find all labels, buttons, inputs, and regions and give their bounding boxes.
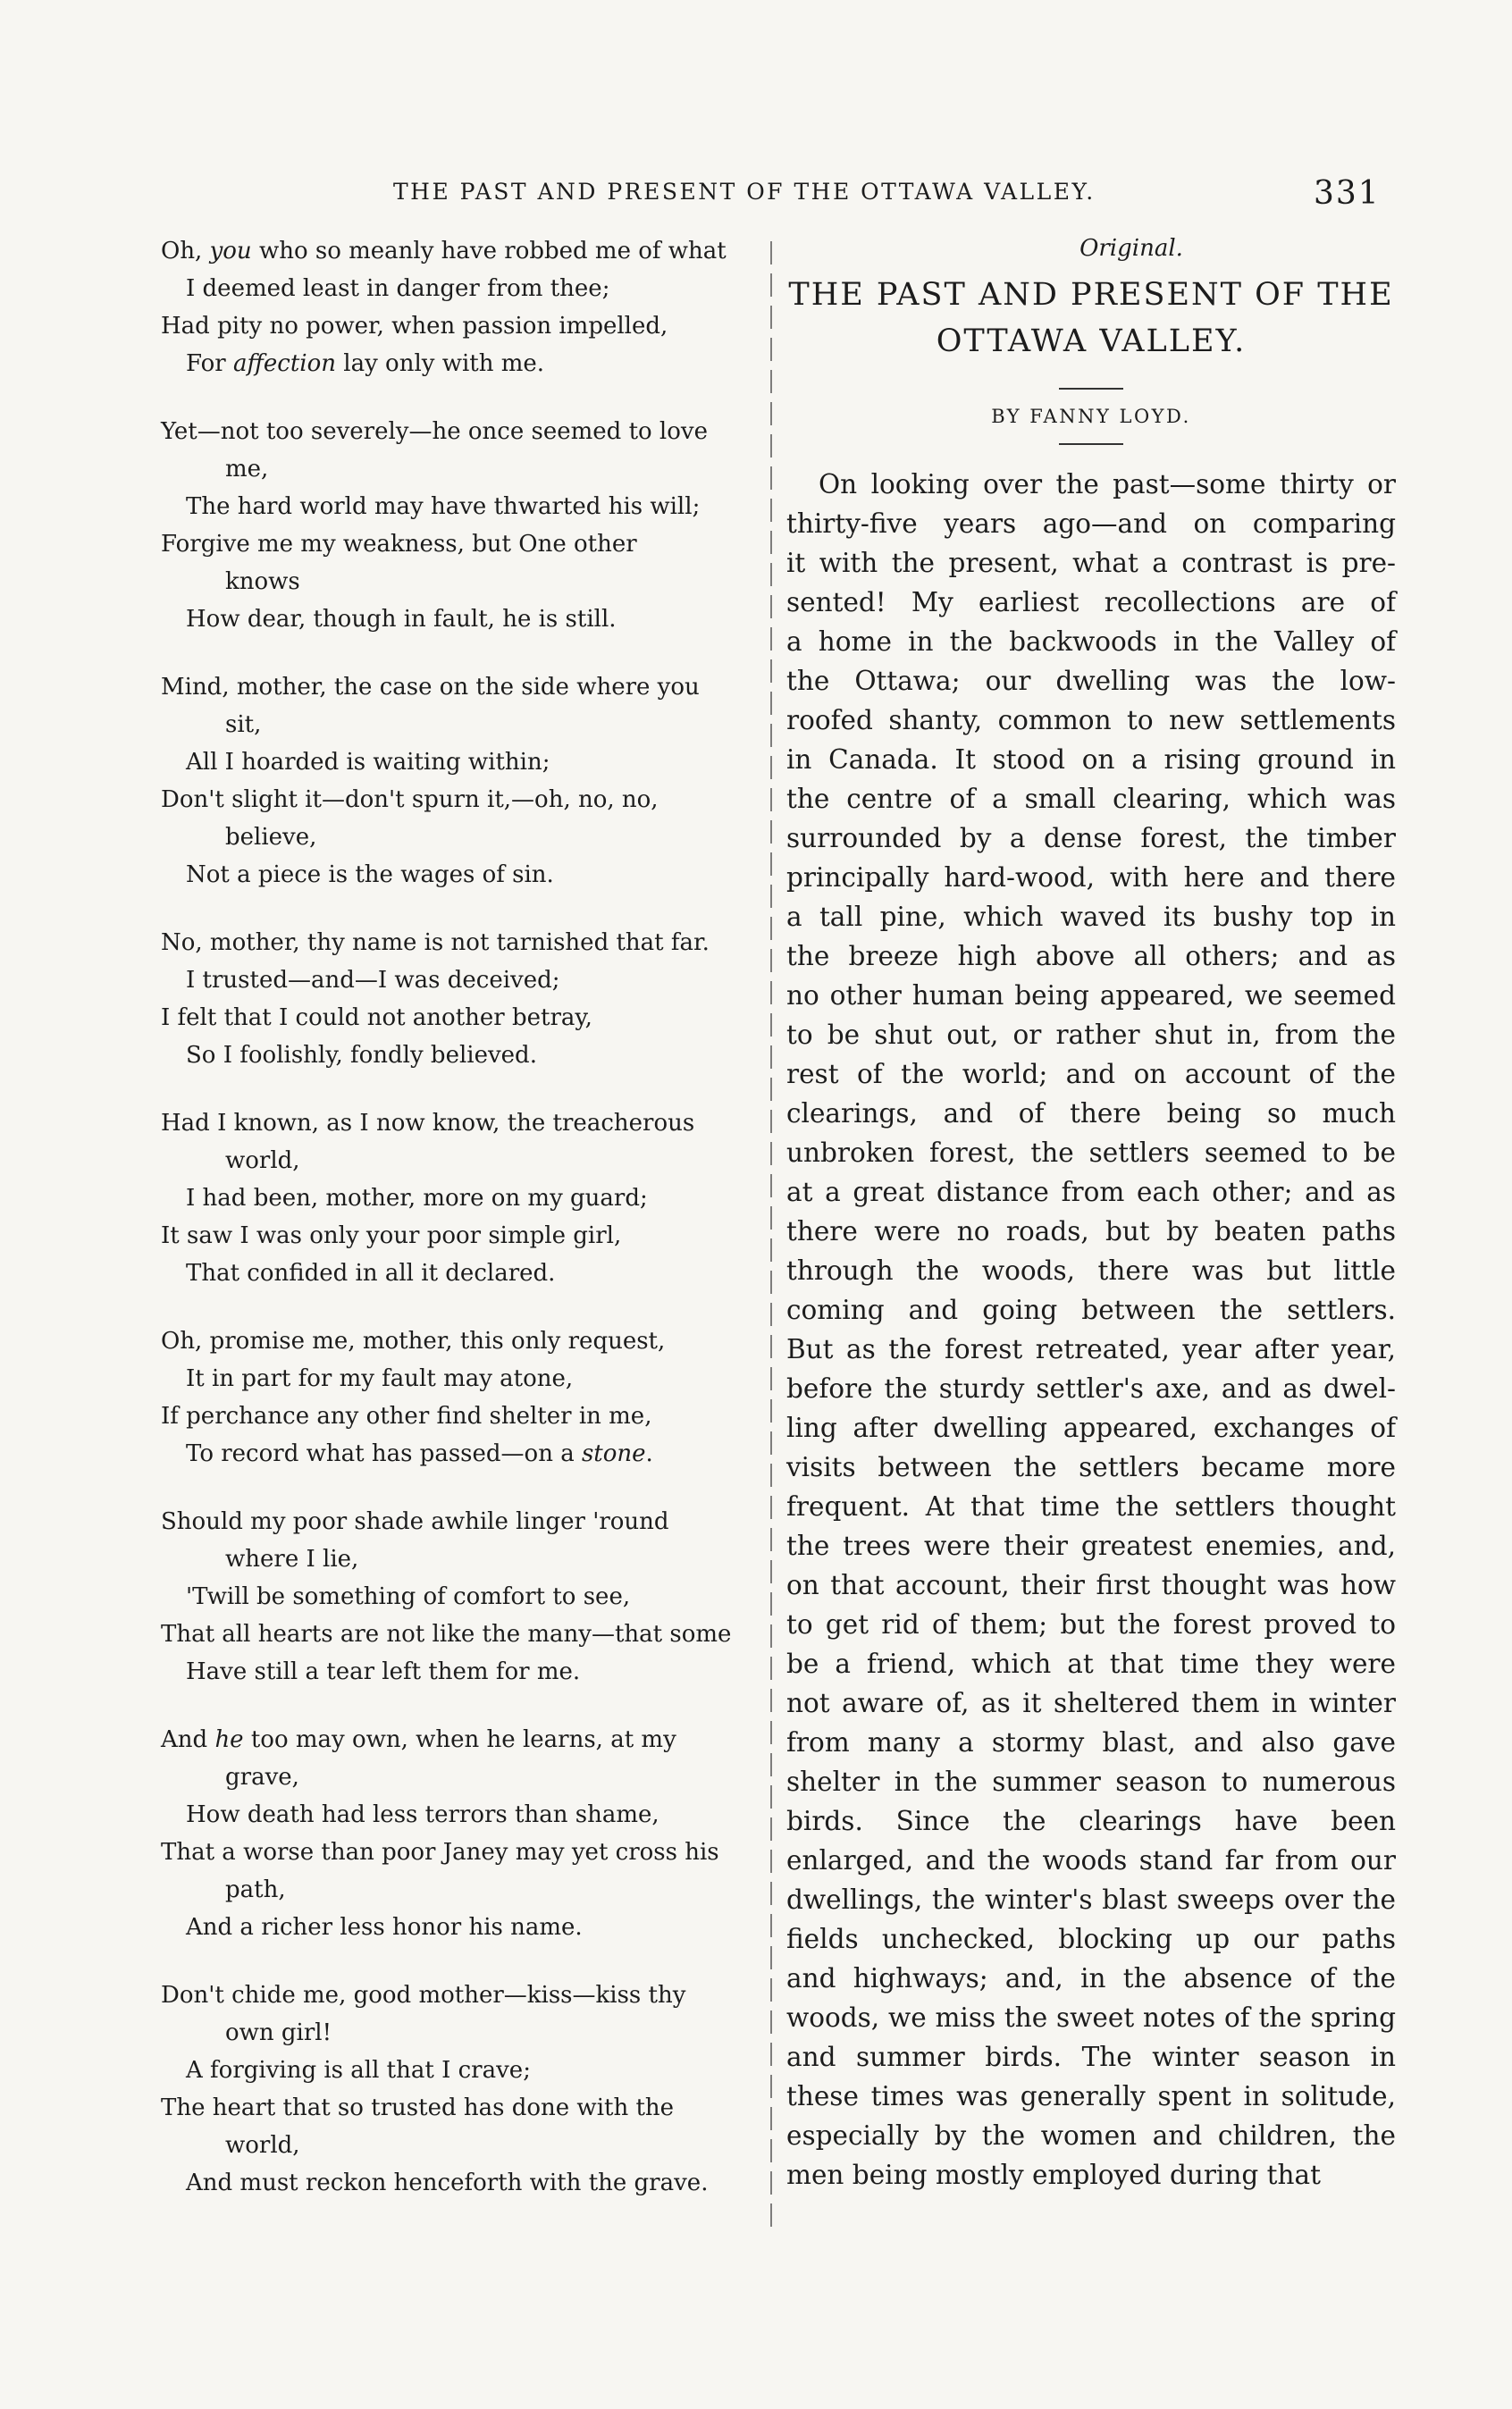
poem-line: Yet—not too severely—he once seemed to love	[161, 418, 708, 445]
article-body-line: ling after dwelling appeared, exchanges of	[786, 1413, 1396, 1443]
article-body-line: a home in the backwoods in the Valley of	[786, 626, 1396, 657]
poem-line: And he too may own, when he learns, at my	[161, 1726, 676, 1753]
poem-line: I trusted—and—I was deceived;	[186, 967, 560, 994]
poem-line: I had been, mother, more on my guard;	[186, 1185, 648, 1212]
poem-stanza	[161, 1104, 755, 1292]
poem-line: Forgive me my weakness, but One other	[161, 531, 637, 558]
article-body-line: men being mostly employed during that	[786, 2160, 1321, 2190]
article-body-line: enlarged, and the woods stand far from our	[786, 1845, 1396, 1876]
article-body-line: at a great distance from each other; and as	[786, 1177, 1396, 1207]
article-body-line: the Ottawa; our dwelling was the low-	[786, 666, 1396, 696]
article-body-line: thirty-five years ago—and on comparing	[786, 508, 1396, 539]
poem-line: Don't chide me, good mother—kiss—kiss thy	[161, 1982, 686, 2009]
article-body-line: But as the forest retreated, year after year,	[786, 1334, 1396, 1364]
article-body-line: dwellings, the winter's blast sweeps over the	[786, 1884, 1396, 1915]
poem-line: Don't slight it—don't spurn it,—oh, no, no,	[161, 786, 659, 813]
article-body-line: principally hard-wood, with here and there	[786, 862, 1396, 893]
poem-line: For affection lay only with me.	[186, 350, 545, 377]
article-body-line: a tall pine, which waved its bushy top in	[786, 902, 1396, 932]
article-body-line: visits between the settlers became more	[786, 1452, 1396, 1482]
poem-line: So I foolishly, fondly believed.	[186, 1042, 537, 1069]
poem-line: That confided in all it declared.	[186, 1260, 556, 1287]
article-body-line: through the woods, there was but little	[786, 1255, 1396, 1286]
article-body-line: to be shut out, or rather shut in, from the	[786, 1020, 1396, 1050]
poem-line: How dear, though in fault, he is still.	[186, 606, 617, 633]
article-body-line: be a friend, which at that time they were	[786, 1649, 1396, 1679]
byline-rule	[1059, 443, 1123, 445]
article-body-line: clearings, and of there being so much	[786, 1098, 1396, 1129]
poem-line: where I lie,	[225, 1546, 359, 1573]
poem-line: It saw I was only your poor simple girl,	[161, 1222, 622, 1249]
poem-line: Had I known, as I now know, the treacherous	[161, 1110, 695, 1137]
article-body-line: woods, we miss the sweet notes of the spring	[786, 2002, 1396, 2033]
article-body-line: these times was generally spent in solitude,	[786, 2081, 1396, 2111]
poem-line: I deemed least in danger from thee;	[186, 275, 610, 302]
article-body-line: before the sturdy settler's axe, and as dwel-	[786, 1373, 1396, 1404]
article-title-line-2: OTTAWA VALLEY.	[936, 323, 1247, 359]
article-body-line: the breeze high above all others; and as	[786, 941, 1396, 971]
poem-line: Should my poor shade awhile linger 'round	[161, 1508, 669, 1535]
page-number: 331	[1314, 175, 1381, 212]
title-rule	[1059, 388, 1123, 390]
article-body-line: especially by the women and children, the	[786, 2120, 1396, 2151]
poem-stanza	[161, 1721, 755, 1946]
poem-line: I felt that I could not another betray,	[161, 1004, 592, 1031]
poem-line: 'Twill be something of comfort to see,	[186, 1583, 631, 1610]
article-body-line: from many a stormy blast, and also gave	[786, 1727, 1396, 1758]
poem-line: And must reckon henceforth with the grave.	[186, 2170, 709, 2196]
article-body-line: On looking over the past—some thirty or	[819, 469, 1396, 499]
poem-line: How death had less terrors than shame,	[186, 1801, 659, 1828]
article-body-line: and highways; and, in the absence of the	[786, 1963, 1396, 1994]
byline: BY FANNY LOYD.	[991, 406, 1191, 427]
original-label: Original.	[1079, 235, 1183, 262]
article-body-line: there were no roads, but by beaten paths	[786, 1216, 1396, 1246]
poem-line: The heart that so trusted has done with the	[161, 2094, 675, 2121]
page-header	[0, 175, 1512, 220]
poem-line: To record what has passed—on a stone.	[186, 1440, 653, 1467]
article-body-line: no other human being appeared, we seemed	[786, 980, 1396, 1011]
article-body-line: sented! My earliest recollections are of	[786, 587, 1396, 617]
article-title	[786, 272, 1396, 365]
poem-line: sit,	[225, 711, 262, 738]
poem-line: grave,	[225, 1764, 299, 1791]
poem-line: own girl!	[225, 2019, 332, 2046]
article-body-line: rest of the world; and on account of the	[786, 1059, 1396, 1089]
poem-line: And a richer less honor his name.	[186, 1914, 583, 1941]
article-body-line: not aware of, as it sheltered them in winter	[786, 1688, 1396, 1718]
poem-column	[161, 232, 755, 2232]
article-body-line: the trees were their greatest enemies, and,	[786, 1531, 1396, 1561]
poem-stanza	[161, 924, 755, 1074]
poem-line: me,	[225, 456, 269, 483]
article-body-line: the centre of a small clearing, which was	[786, 784, 1396, 814]
article-body-line: on that account, their first thought was how	[786, 1570, 1396, 1600]
article-body-line: shelter in the summer season to numerous	[786, 1767, 1396, 1797]
poem-line: If perchance any other find shelter in me,	[161, 1403, 652, 1430]
poem-line: Oh, you who so meanly have robbed me of what	[161, 238, 727, 264]
poem-line: No, mother, thy name is not tarnished that far.	[161, 929, 710, 956]
poem-line: Had pity no power, when passion impelled,	[161, 313, 668, 340]
poem-line: The hard world may have thwarted his will;	[186, 493, 701, 520]
poem-line: That a worse than poor Janey may yet cross his	[161, 1839, 719, 1866]
poem-line: Mind, mother, the case on the side where you	[161, 674, 700, 701]
poem-line: Oh, promise me, mother, this only request,	[161, 1328, 666, 1355]
article-body-line: roofed shanty, common to new settlements	[786, 705, 1396, 735]
poem-line: Have still a tear left them for me.	[186, 1658, 581, 1685]
article-title-line-1: THE PAST AND PRESENT OF THE	[788, 277, 1394, 313]
poem-stanza	[161, 1322, 755, 1473]
article-body-line: coming and going between the settlers.	[786, 1295, 1396, 1325]
article-body-line: and summer birds. The winter season in	[786, 2042, 1396, 2072]
poem-line: believe,	[225, 824, 317, 851]
poem-stanza	[161, 1977, 755, 2202]
poem-line: world,	[225, 2132, 300, 2159]
article-body-line: to get rid of them; but the forest proved to	[786, 1609, 1396, 1640]
poem-line: Not a piece is the wages of sin.	[186, 861, 554, 888]
article-body-line: surrounded by a dense forest, the timber	[786, 823, 1396, 853]
poem-stanza	[161, 668, 755, 894]
poem-line: world,	[225, 1147, 300, 1174]
poem-line: It in part for my fault may atone,	[186, 1365, 574, 1392]
poem-line: All I hoarded is waiting within;	[186, 749, 550, 776]
article-body	[786, 465, 1396, 2195]
article-body-line: in Canada. It stood on a rising ground in	[786, 744, 1396, 775]
article-body-line: it with the present, what a contrast is pre-	[786, 548, 1396, 578]
running-head: THE PAST AND PRESENT OF THE OTTAWA VALLEY.	[393, 179, 1096, 205]
article-column	[786, 231, 1396, 2195]
poem-stanza	[161, 413, 755, 638]
article-body-line: fields unchecked, blocking up our paths	[786, 1924, 1396, 1954]
article-body-line: birds. Since the clearings have been	[786, 1806, 1396, 1836]
poem-line: A forgiving is all that I crave;	[186, 2057, 531, 2084]
poem-stanza	[161, 1503, 755, 1691]
poem-line: path,	[225, 1876, 286, 1903]
article-body-line: frequent. At that time the settlers thought	[786, 1491, 1396, 1522]
column-divider	[770, 241, 772, 2234]
article-body-line: unbroken forest, the settlers seemed to be	[786, 1137, 1396, 1168]
poem-stanza	[161, 232, 755, 382]
poem-line: knows	[225, 568, 300, 595]
poem-line: That all hearts are not like the many—that some	[161, 1621, 732, 1648]
